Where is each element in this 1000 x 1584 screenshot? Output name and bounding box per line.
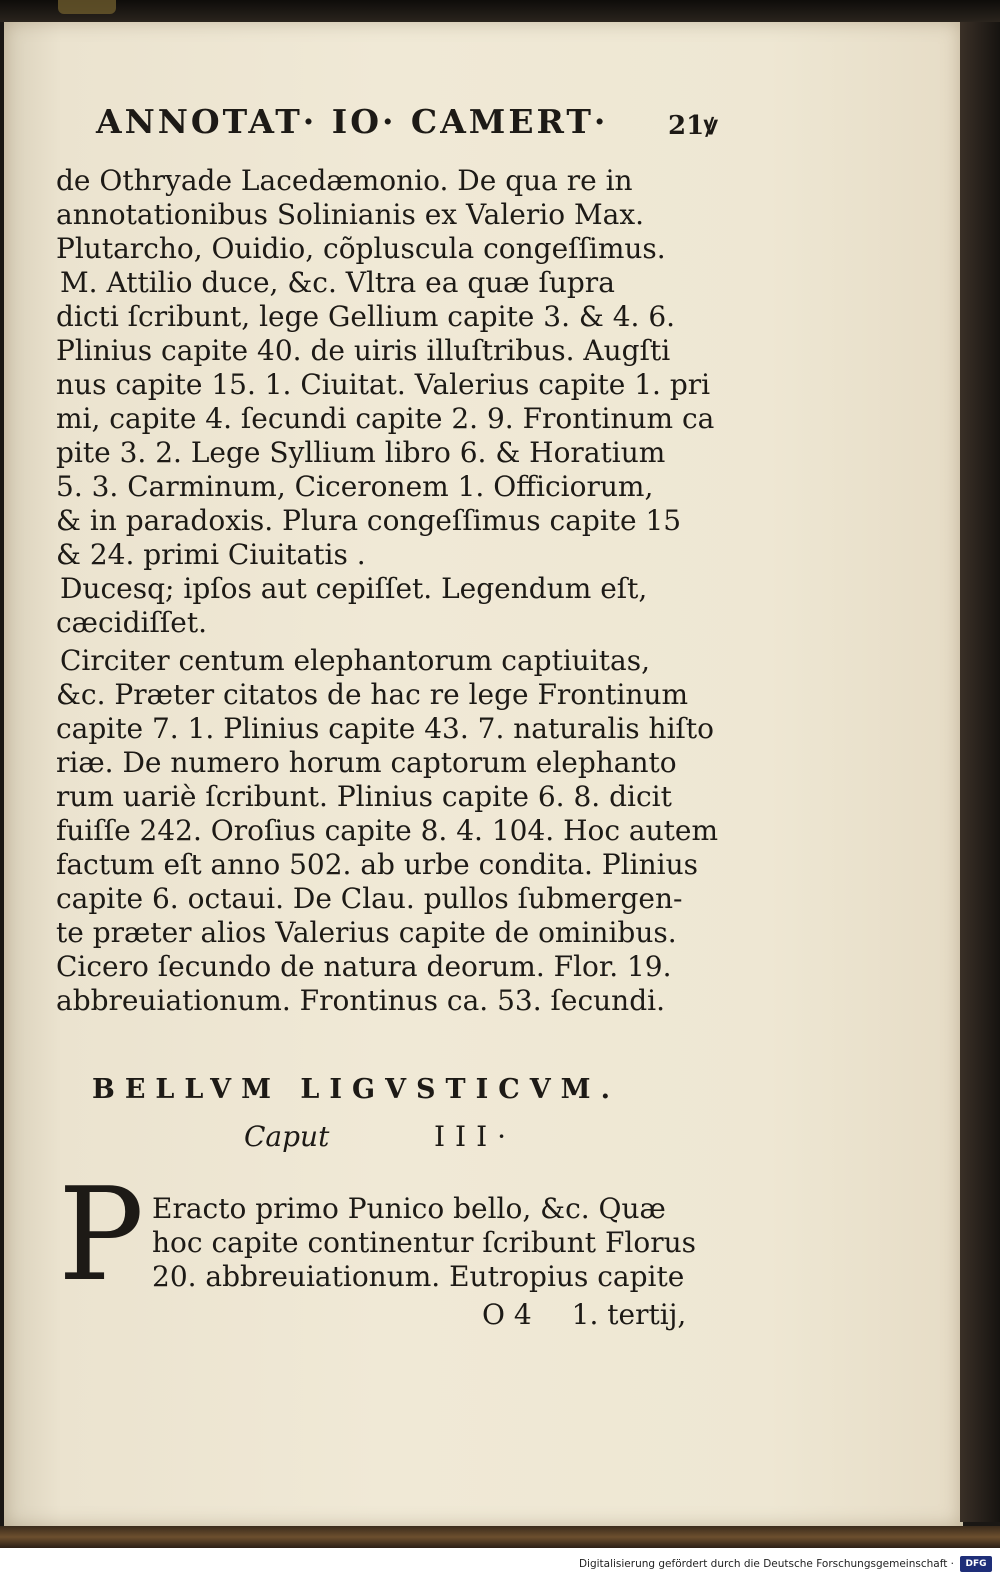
- book-bottom-edge: [0, 1526, 1000, 1548]
- scanned-page: [4, 22, 963, 1526]
- page-number: 21ꝟ: [668, 111, 718, 141]
- body-line: factum eſt anno 502. ab urbe condita. Plinius: [56, 848, 698, 881]
- body-line: Plutarcho, Ouidio, cõpluscula congeſſimus.: [56, 232, 666, 265]
- body-line: abbreuiationum. Frontinus ca. 53. ſecundi.: [56, 984, 665, 1017]
- gilt-corner: [58, 0, 116, 14]
- body-line: annotationibus Solinianis ex Valerio Max.: [56, 198, 645, 231]
- catchword: 1. tertij,: [571, 1298, 687, 1331]
- body-line: M. Attilio duce, &c. Vltra ea quæ ſupra: [60, 266, 615, 299]
- body-line: fuiſſe 242. Oroſius capite 8. 4. 104. Hoc autem: [56, 814, 719, 847]
- body-line: 5. 3. Carminum, Ciceronem 1. Officiorum,: [56, 470, 654, 503]
- caput-label: Caput: [244, 1120, 330, 1153]
- body-line: & in paradoxis. Plura congeſſimus capite 15: [56, 504, 682, 537]
- funding-credit: Digitalisierung gefördert durch die Deutsche Forschungsgemeinschaft ·: [578, 1558, 954, 1570]
- body-line: Ducesq; ipſos aut cepiſſet. Legendum eſt,: [60, 572, 648, 605]
- body-line: dicti ſcribunt, lege Gellium capite 3. & 4. 6.: [56, 300, 676, 333]
- chapter-line: 20. abbreuiationum. Eutropius capite: [152, 1260, 685, 1293]
- body-line: & 24. primi Ciuitatis .: [56, 538, 366, 571]
- chapter-line: hoc capite continentur ſcribunt Florus: [152, 1226, 696, 1259]
- book-edge: [960, 22, 1000, 1522]
- body-line: rum uariè ſcribunt. Plinius capite 6. 8. dicit: [56, 780, 672, 813]
- body-line: capite 6. octaui. De Clau. pullos ſubmergen-: [56, 882, 683, 915]
- caput-number: III·: [434, 1120, 517, 1153]
- body-line: Plinius capite 40. de uiris illuſtribus. Augſti: [56, 334, 671, 367]
- body-line: mi, capite 4. ſecundi capite 2. 9. Frontinum ca: [56, 402, 715, 435]
- signature-mark: O 4: [482, 1298, 532, 1331]
- body-line: te præter alios Valerius capite de ominibus.: [56, 916, 677, 949]
- chapter-line: Eracto primo Punico bello, &c. Quæ: [152, 1192, 666, 1225]
- body-line: &c. Præter citatos de hac re lege Frontinum: [56, 678, 689, 711]
- body-line: nus capite 15. 1. Ciuitat. Valerius capite 1. pri: [56, 368, 711, 401]
- body-line: capite 7. 1. Plinius capite 43. 7. naturalis hiſto: [56, 712, 714, 745]
- catchword-line: [482, 1298, 686, 1331]
- dfg-logo: DFG: [960, 1556, 992, 1572]
- chapter-heading: BELLVM LIGVSTICVM.: [92, 1074, 620, 1105]
- body-line: Circiter centum elephantorum captiuitas,: [60, 644, 650, 677]
- body-line: de Othryade Lacedæmonio. De qua re in: [56, 164, 633, 197]
- body-line: pite 3. 2. Lege Syllium libro 6. & Horatium: [56, 436, 666, 469]
- running-head-title: ANNOTAT· IO· CAMERT·: [96, 102, 609, 141]
- drop-cap-letter: P: [58, 1161, 145, 1310]
- body-line: cæcidiſſet.: [56, 606, 207, 639]
- credit-bar: [0, 1548, 1000, 1584]
- body-line: riæ. De numero horum captorum elephanto: [56, 746, 677, 779]
- book-top-edge: [0, 0, 1000, 22]
- body-line: Cicero ſecundo de natura deorum. Flor. 19.: [56, 950, 672, 983]
